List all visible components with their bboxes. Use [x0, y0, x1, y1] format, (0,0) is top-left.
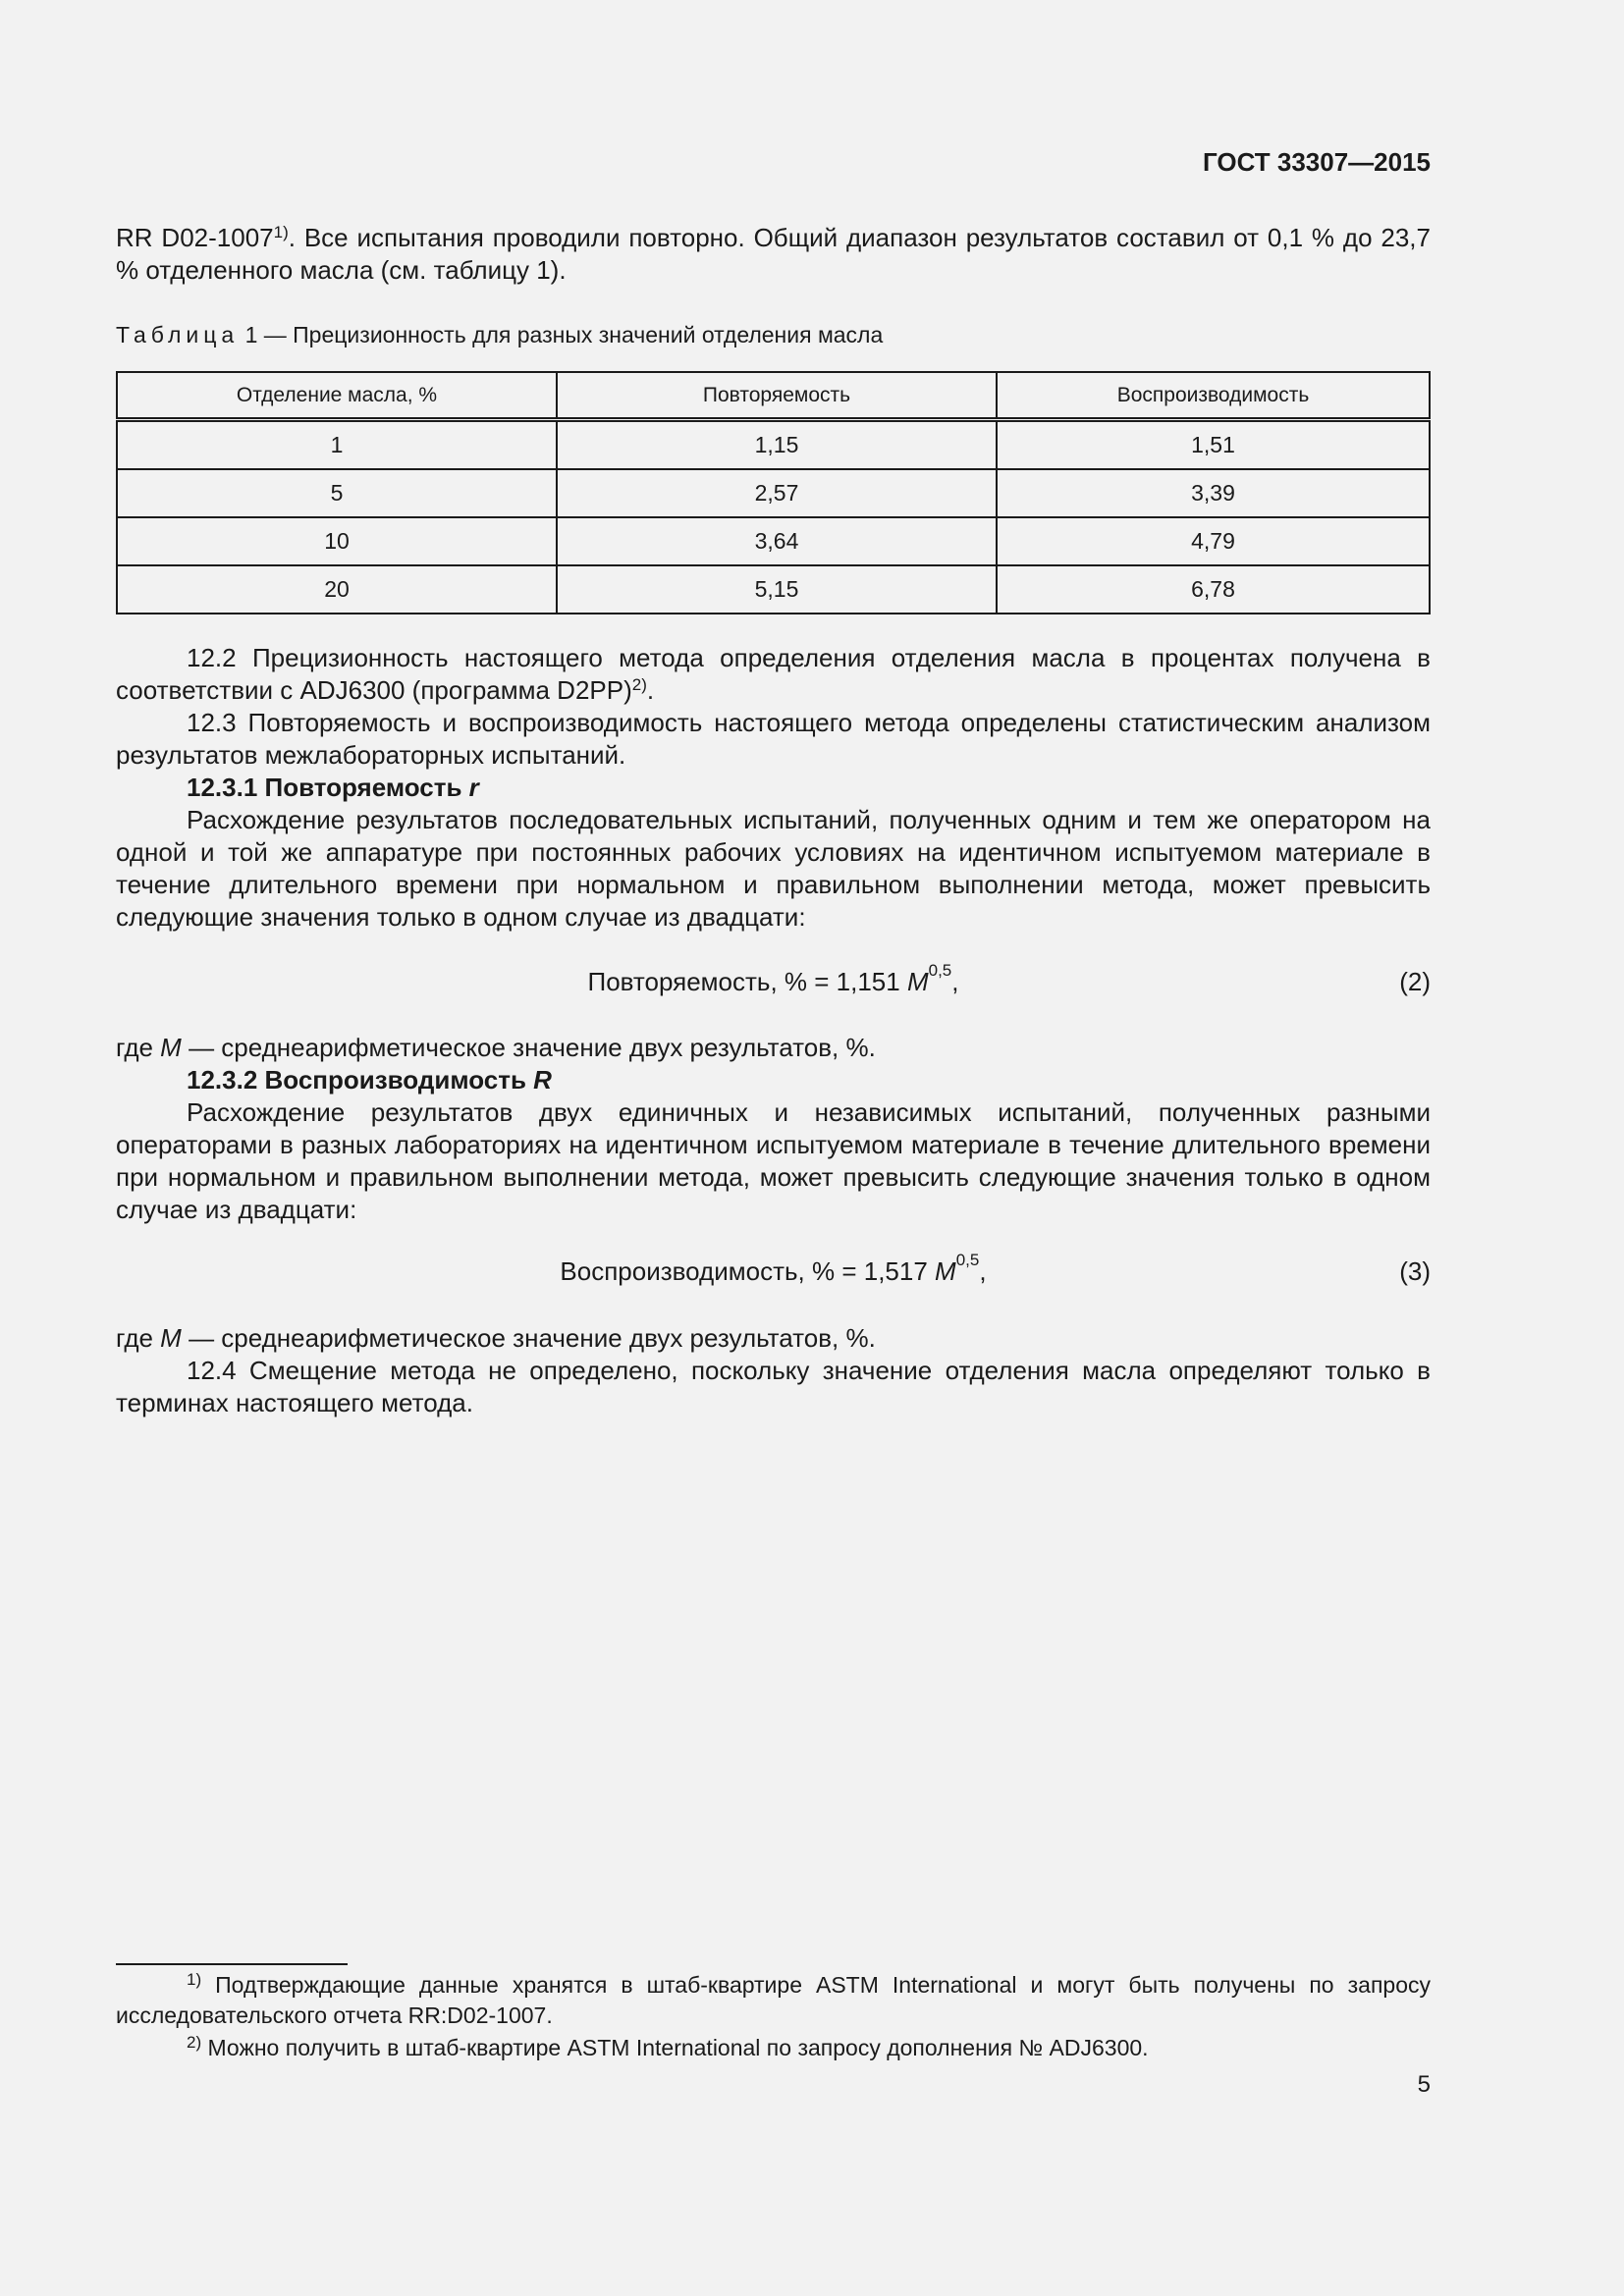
table-row — [117, 420, 1430, 470]
table-cell: 4,79 — [997, 517, 1430, 565]
precision-table — [116, 371, 1431, 614]
where-text-a: где — [116, 1323, 161, 1353]
table-cell: 3,64 — [557, 517, 997, 565]
footnote-ref-2[interactable]: 2) — [631, 675, 647, 694]
paragraph-12-2 — [116, 642, 1431, 707]
footnote-2 — [116, 2033, 1431, 2063]
footnote-body: Можно получить в штаб-квартире ASTM International по запросу дополнения № ADJ6300. — [201, 2035, 1149, 2060]
header-reproducibility: Воспроизводимость — [997, 372, 1430, 420]
body-text-2 — [116, 1032, 1431, 1226]
formula-2 — [116, 961, 1431, 999]
table-caption-text: 1 — Прецизионность для разных значений отделения масла — [239, 322, 884, 347]
header-repeatability: Повторяемость — [557, 372, 997, 420]
paragraph-12-3-2: Расхождение результатов двух единичных и независимых испытаний, полученных разными операторами в разных лабораториях на идентичном испытуемом материале в течение длительного времени при нормальном и правильном выполнении метода, может превысить следующие значения только в одном случае из двадцати: — [116, 1097, 1431, 1224]
formula-3-var: M — [935, 1256, 956, 1286]
section-symbol: r — [468, 773, 479, 802]
table-caption — [116, 322, 883, 348]
table-cell: 20 — [117, 565, 557, 614]
where-var: M — [160, 1323, 182, 1353]
paragraph-12-2-end: . — [646, 675, 655, 705]
formula-2-exponent: 0,5 — [928, 961, 952, 980]
table-caption-label: Таблица — [116, 322, 240, 347]
paragraph-12-3: 12.3 Повторяемость и воспроизводимость настоящего метода определены статистическим анализом результатов межлабораторных испытаний. — [116, 708, 1431, 770]
intro-paragraph — [116, 222, 1431, 287]
page-number: 5 — [1417, 2071, 1431, 2098]
formula-3-number: (3) — [1399, 1256, 1431, 1286]
table-cell: 1 — [117, 420, 557, 470]
section-title-text: 12.3.2 Воспроизводимость — [187, 1065, 534, 1095]
table-cell: 1,51 — [997, 420, 1430, 470]
paragraph-12-3-1: Расхождение результатов последовательных испытаний, полученных одним и тем же оператором на одной и той же аппаратуре при постоянных рабочих условиях на идентичном испытуемом материале в течение длительного времени при нормальном и правильном выполнении метода, может превысить следующие значения только в одном случае из двадцати: — [116, 805, 1431, 932]
formula-2-number: (2) — [1399, 967, 1431, 996]
where-text-b: — среднеарифметическое значение двух результатов, %. — [181, 1033, 876, 1062]
formula-2-tail: , — [951, 967, 959, 996]
intro-text-b: . Все испытания проводили повторно. Общий диапазон результатов составил от 0,1 % до 23,7 % отделенного масла (см. таблицу 1). — [116, 223, 1431, 285]
table-row — [117, 565, 1430, 614]
table-header-row — [117, 372, 1430, 420]
table-cell: 5 — [117, 469, 557, 517]
footnote-ref-1[interactable]: 1) — [273, 223, 289, 241]
body-text-3 — [116, 1322, 1431, 1419]
intro-text-a: RR D02-1007 — [116, 223, 274, 252]
formula-3-lhs: Воспроизводимость, % = 1,517 — [560, 1256, 936, 1286]
footnote-1 — [116, 1970, 1431, 2031]
formula-2-var: M — [906, 967, 929, 996]
footnote-mark: 1) — [187, 1970, 202, 1989]
formula-3-tail: , — [979, 1256, 987, 1286]
table-cell: 5,15 — [557, 565, 997, 614]
footnote-1-text — [116, 1970, 1431, 2031]
formula-3 — [116, 1251, 1431, 1289]
table-cell: 1,15 — [557, 420, 997, 470]
table-cell: 6,78 — [997, 565, 1430, 614]
paragraph-12-2-text: 12.2 Прецизионность настоящего метода определения отделения масла в процентах получена в соответствии с ADJ6300 (программа D2PP) — [116, 643, 1431, 705]
body-text — [116, 642, 1431, 934]
where-text-b: — среднеарифметическое значение двух результатов, %. — [181, 1323, 876, 1353]
table-cell: 10 — [117, 517, 557, 565]
footnote-mark: 2) — [187, 2033, 202, 2052]
table-cell: 2,57 — [557, 469, 997, 517]
footnote-2-text — [116, 2033, 1431, 2063]
where-text-a: где — [116, 1033, 161, 1062]
table-row — [117, 469, 1430, 517]
where-clause-2 — [116, 1322, 1431, 1355]
footnote-separator — [116, 1963, 348, 1965]
where-var: M — [160, 1033, 182, 1062]
where-clause-1 — [116, 1032, 1431, 1064]
section-12-3-1-title — [116, 772, 1431, 804]
header-oil-separation: Отделение масла, % — [117, 372, 557, 420]
table-cell: 3,39 — [997, 469, 1430, 517]
footnote-body: Подтверждающие данные хранятся в штаб-квартире ASTM International и могут быть получены по запросу исследовательского отчета RR:D02-1007. — [116, 1972, 1431, 2028]
table-row — [117, 517, 1430, 565]
formula-3-exponent: 0,5 — [955, 1251, 980, 1269]
formula-2-lhs: Повторяемость, % = 1,151 — [587, 967, 907, 996]
section-symbol: R — [533, 1065, 552, 1095]
paragraph-12-4: 12.4 Смещение метода не определено, поскольку значение отделения масла определяют только в терминах настоящего метода. — [116, 1356, 1431, 1417]
section-title-text: 12.3.1 Повторяемость — [187, 773, 469, 802]
section-12-3-2-title — [116, 1064, 1431, 1096]
document-header: ГОСТ 33307—2015 — [1203, 147, 1431, 177]
